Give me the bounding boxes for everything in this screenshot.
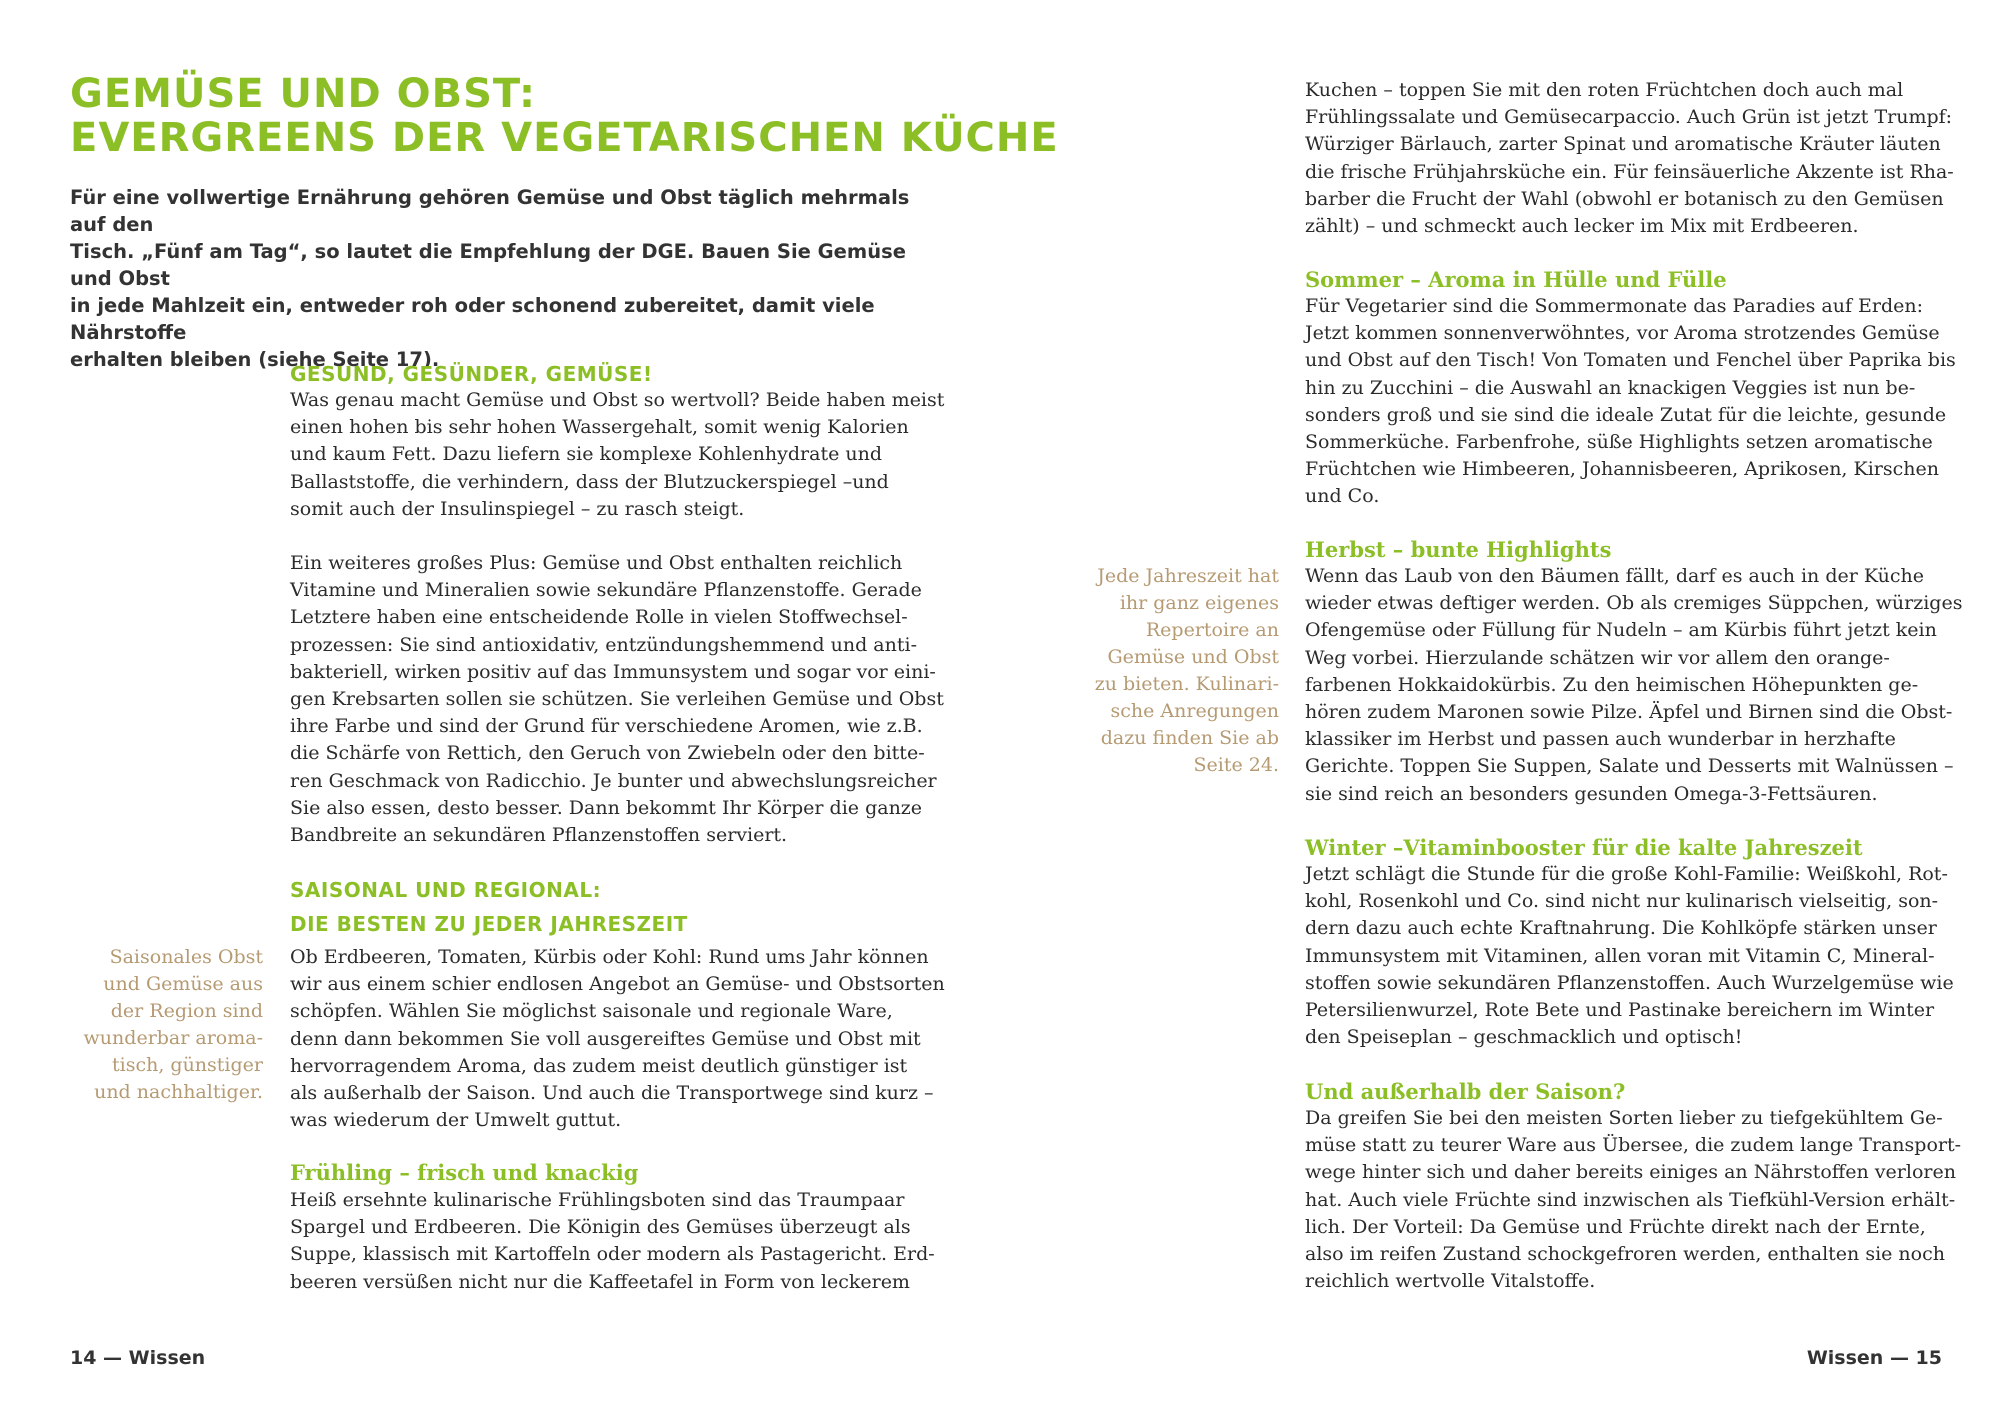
title-line-2: EVERGREENS DER VEGETARISCHEN KÜCHE (70, 115, 1059, 161)
paragraph-winter (1305, 861, 1954, 1051)
text-line: ihre Farbe und sind der Grund für verschiedene Aromen, wie z.B. (290, 715, 923, 738)
text-line: sie sind reich an besonders gesunden Omega-3-Fettsäuren. (1305, 782, 1878, 805)
heading-sommer: Sommer – Aroma in Hülle und Fülle (1305, 267, 1727, 292)
title-line-1: GEMÜSE UND OBST: (70, 71, 536, 117)
text-line: wieder etwas deftiger werden. Ob als cremiges Süppchen, würziges (1305, 592, 1963, 615)
text-line: sonders groß und sie sind die ideale Zutat für die leichte, gesunde (1305, 403, 1947, 426)
text-line: gen Krebsarten sollen sie schützen. Sie verleihen Gemüse und Obst (290, 688, 944, 711)
sidenote-line: ihr ganz eigenes (1119, 592, 1279, 614)
text-line: Sommerküche. Farbenfrohe, süße Highlights setzen aromatische (1305, 431, 1933, 454)
text-line: reichlich wertvolle Vitalstoffe. (1305, 1270, 1596, 1293)
text-line: denn dann bekommen Sie voll ausgereiftes Gemüse und Obst mit (290, 1027, 921, 1050)
text-line: Ofengemüse oder Füllung für Nudeln – am Kürbis führt jetzt kein (1305, 619, 1937, 642)
paragraph-gesund-1 (290, 387, 944, 523)
text-line: Für Vegetarier sind die Sommermonate das Paradies auf Erden: (1305, 295, 1924, 317)
text-line: Suppe, klassisch mit Kartoffeln oder modern als Pastagericht. Erd- (290, 1243, 935, 1266)
text-line: somit auch der Insulinspiegel – zu rasch steigt. (290, 497, 745, 520)
intro-line: Tisch. „Fünf am Tag“, so lautet die Empfehlung der DGE. Bauen Sie Gemüse und Obst (70, 240, 906, 290)
text-line: schöpfen. Wählen Sie möglichst saisonale und regionale Ware, (290, 1000, 893, 1023)
text-line: wir aus einem schier endlosen Angebot an Gemüse- und Obstsorten (290, 973, 945, 996)
sidenote-right (1095, 563, 1279, 779)
paragraph-sommer (1305, 293, 1956, 511)
sidenote-line: Jede Jahreszeit hat (1097, 565, 1279, 587)
text-line: Bandbreite an sekundären Pflanzenstoffen serviert. (290, 824, 788, 847)
text-line: wege hinter sich und daher bereits einiges an Nährstoffen verloren (1305, 1161, 1956, 1184)
sidenote-line: Repertoire an (1145, 619, 1279, 641)
text-line: was wiederum der Umwelt guttut. (290, 1109, 622, 1132)
sidenote-line: der Region sind (110, 1000, 263, 1022)
text-line: Letztere haben eine entscheidende Rolle in vielen Stoffwechsel- (290, 606, 908, 629)
text-line: Da greifen Sie bei den meisten Sorten lieber zu tiefgekühltem Ge- (1305, 1107, 1943, 1129)
text-line: barber die Frucht der Wahl (obwohl er botanisch zu den Gemüsen (1305, 187, 1944, 210)
intro-line: Für eine vollwertige Ernährung gehören Gemüse und Obst täglich mehrmals auf den (70, 186, 910, 236)
text-line: ren Geschmack von Radicchio. Je bunter und abwechslungsreicher (290, 769, 937, 792)
text-line: den Speiseplan – geschmacklich und optisch! (1305, 1026, 1743, 1049)
intro-paragraph (70, 184, 930, 373)
heading-fruehling: Frühling – frisch und knackig (290, 1160, 639, 1185)
text-line: als außerhalb der Saison. Und auch die Transportwege sind kurz – (290, 1082, 934, 1105)
text-line: beeren versüßen nicht nur die Kaffeetafel in Form von leckerem (290, 1270, 910, 1293)
text-line: Jetzt schlägt die Stunde für die große Kohl-Familie: Weißkohl, Rot- (1305, 863, 1948, 885)
text-line: Ballaststoffe, die verhindern, dass der Blutzuckerspiegel –und (290, 470, 889, 493)
text-line: Frühlingssalate und Gemüsecarpaccio. Auch Grün ist jetzt Trumpf: (1305, 106, 1953, 129)
intro-line: erhalten bleiben (siehe Seite 17). (70, 348, 440, 371)
text-line: prozessen: Sie sind antioxidativ, entzündungshemmend und anti- (290, 633, 917, 656)
sidenote-line: zu bieten. Kulinari- (1094, 673, 1279, 695)
sidenote-line: Seite 24. (1193, 754, 1279, 776)
text-line: und Co. (1305, 485, 1380, 508)
text-line: kohl, Rosenkohl und Co. sind nicht nur kulinarisch vielseitig, son- (1305, 890, 1939, 913)
page-title (70, 71, 1059, 161)
text-line: die Schärfe von Rettich, den Geruch von Zwiebeln oder den bitte- (290, 742, 925, 765)
heading-saisonal (290, 873, 688, 941)
page-number-left: 14 — Wissen (70, 1347, 206, 1369)
text-line: hat. Auch viele Früchte sind inzwischen als Tiefkühl-Version erhält- (1305, 1188, 1956, 1211)
paragraph-saisonal (290, 944, 945, 1134)
text-line: zählt) – und schmeckt auch lecker im Mix mit Erdbeeren. (1305, 215, 1859, 238)
text-line: Wenn das Laub von den Bäumen fällt, darf es auch in der Küche (1305, 565, 1925, 587)
text-line: Petersilienwurzel, Rote Bete und Pastinake bereichern im Winter (1305, 999, 1935, 1022)
sidenote-line: Gemüse und Obst (1107, 646, 1279, 668)
text-line: Kuchen – toppen Sie mit den roten Früchtchen doch auch mal (1305, 79, 1904, 101)
sidenote-line: dazu finden Sie ab (1100, 727, 1279, 749)
text-line: bakteriell, wirken positiv auf das Immunsystem und sogar vor eini- (290, 660, 936, 683)
heading-winter: Winter –Vitaminbooster für die kalte Jahreszeit (1305, 835, 1863, 860)
page-number-right: Wissen — 15 (1806, 1347, 1942, 1369)
text-line: einen hohen bis sehr hohen Wassergehalt, somit wenig Kalorien (290, 416, 909, 439)
text-line: Würziger Bärlauch, zarter Spinat und aromatische Kräuter läuten (1305, 133, 1941, 156)
sidenote-line: tisch, günstiger (111, 1054, 263, 1076)
text-line: müse statt zu teurer Ware aus Übersee, die zudem lange Transport- (1305, 1134, 1962, 1157)
sidenote-left (84, 944, 263, 1106)
text-line: hören zudem Maronen sowie Pilze. Äpfel und Birnen sind die Obst- (1305, 701, 1953, 724)
text-line: also im reifen Zustand schockgefroren werden, enthalten sie noch (1305, 1243, 1945, 1266)
sidenote-line: und nachhaltiger. (94, 1081, 263, 1103)
heading-saisonal-line-1: SAISONAL UND REGIONAL: (290, 878, 602, 902)
sidenote-line: wunderbar aroma- (83, 1027, 263, 1049)
text-line: hin zu Zucchini – die Auswahl an knackigen Veggies ist nun be- (1305, 376, 1916, 399)
paragraph-herbst (1305, 563, 1962, 808)
heading-herbst: Herbst – bunte Highlights (1305, 537, 1612, 562)
text-line: dern dazu auch echte Kraftnahrung. Die Kohlköpfe stärken unser (1305, 917, 1937, 940)
text-line: Was genau macht Gemüse und Obst so wertvoll? Beide haben meist (290, 389, 945, 411)
text-line: Früchtchen wie Himbeeren, Johannisbeeren, Aprikosen, Kirschen (1305, 458, 1939, 481)
text-line: farbenen Hokkaidokürbis. Zu den heimischen Höhepunkten ge- (1305, 673, 1919, 696)
sidenote-line: Saisonales Obst (109, 946, 263, 968)
heading-ausserhalb: Und außerhalb der Saison? (1305, 1079, 1626, 1104)
intro-line: in jede Mahlzeit ein, entweder roh oder schonend zubereitet, damit viele Nährstoffe (70, 294, 875, 344)
text-line: klassiker im Herbst und passen auch wunderbar in herzhafte (1305, 728, 1896, 751)
text-line: Immunsystem mit Vitaminen, allen voran mit Vitamin C, Mineral- (1305, 944, 1935, 967)
paragraph-gesund-2 (290, 550, 944, 849)
paragraph-ausserhalb (1305, 1105, 1961, 1295)
text-line: und kaum Fett. Dazu liefern sie komplexe Kohlenhydrate und (290, 443, 883, 466)
text-line: stoffen sowie sekundären Pflanzenstoffen. Auch Wurzelgemüse wie (1305, 971, 1954, 994)
heading-saisonal-line-2: DIE BESTEN ZU JEDER JAHRESZEIT (290, 912, 688, 936)
text-line: Sie also essen, desto besser. Dann bekommt Ihr Körper die ganze (290, 796, 923, 819)
sidenote-line: sche Anregungen (1110, 700, 1279, 722)
text-line: Ein weiteres großes Plus: Gemüse und Obst enthalten reichlich (290, 552, 903, 574)
text-line: und Obst auf den Tisch! Von Tomaten und Fenchel über Paprika bis (1305, 349, 1956, 372)
text-line: Gerichte. Toppen Sie Suppen, Salate und Desserts mit Walnüssen – (1305, 755, 1954, 778)
paragraph-fruehling-continued (1305, 77, 1954, 240)
text-line: Vitamine und Mineralien sowie sekundäre Pflanzenstoffe. Gerade (290, 579, 922, 602)
text-line: Ob Erdbeeren, Tomaten, Kürbis oder Kohl: Rund ums Jahr können (290, 946, 929, 968)
text-line: Heiß ersehnte kulinarische Frühlingsboten sind das Traumpaar (290, 1189, 905, 1211)
text-line: Jetzt kommen sonnenverwöhntes, vor Aroma strotzendes Gemüse (1305, 322, 1940, 345)
text-line: lich. Der Vorteil: Da Gemüse und Früchte direkt nach der Ernte, (1305, 1215, 1926, 1238)
heading-gesund: GESUND, GESÜNDER, GEMÜSE! (290, 362, 653, 386)
sidenote-line: und Gemüse aus (103, 973, 263, 995)
paragraph-fruehling (290, 1187, 935, 1296)
text-line: hervorragendem Aroma, das zudem meist deutlich günstiger ist (290, 1054, 908, 1077)
text-line: Spargel und Erdbeeren. Die Königin des Gemüses überzeugt als (290, 1216, 911, 1239)
text-line: die frische Frühjahrsküche ein. Für feinsäuerliche Akzente ist Rha- (1305, 160, 1954, 183)
text-line: Weg vorbei. Hierzulande schätzen wir vor allem den orange- (1305, 646, 1890, 669)
